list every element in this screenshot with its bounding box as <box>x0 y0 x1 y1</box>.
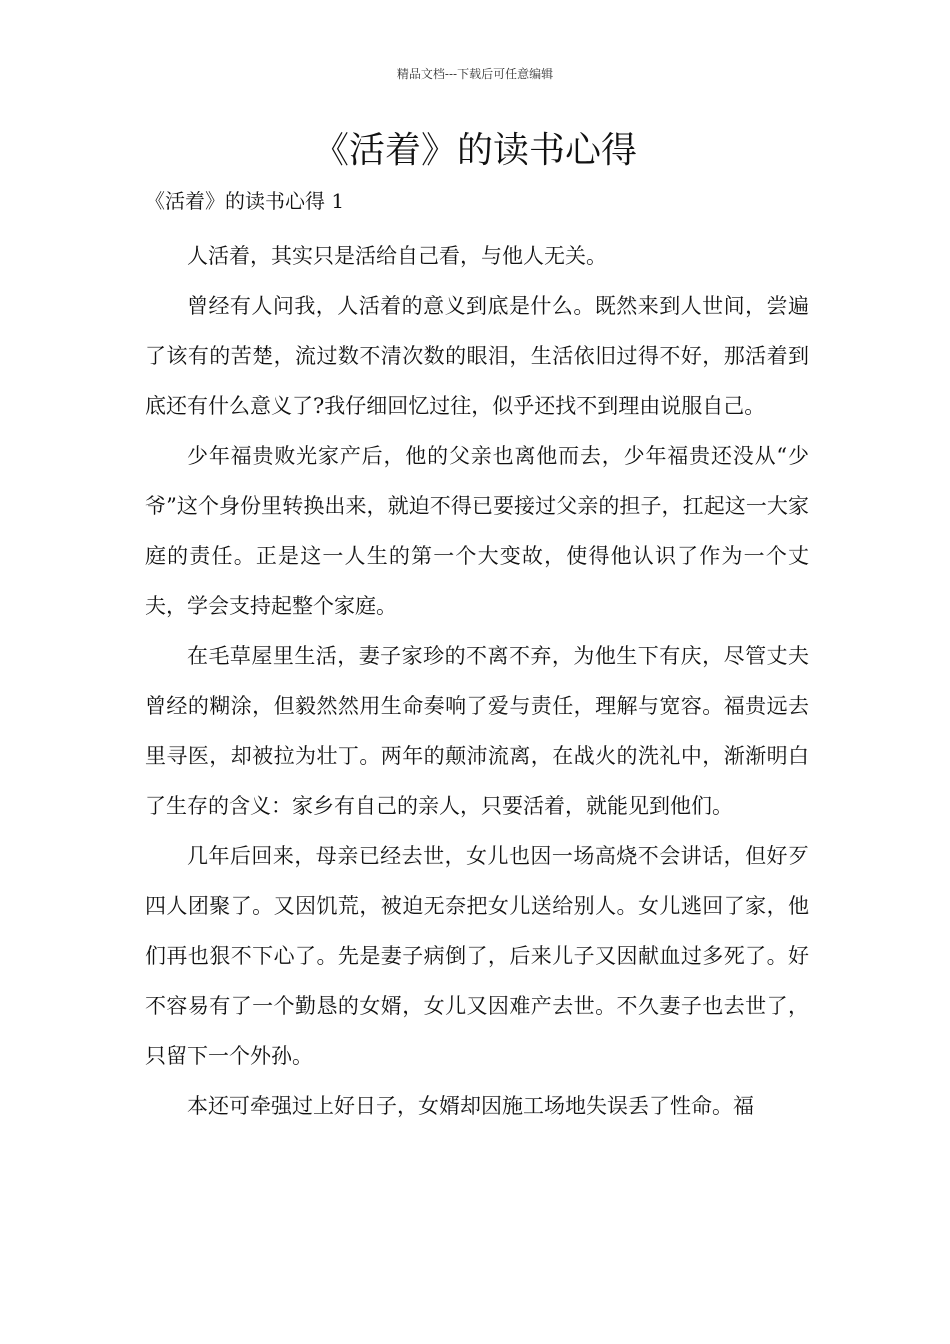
body-text <box>145 231 809 1131</box>
document-title: 《活着》的读书心得 <box>312 130 637 171</box>
header-note: 精品文档---下载后可任意编辑 <box>396 67 554 81</box>
paragraph-6: 本还可牵强过上好日子，女婿却因施工场地失误丢了性命。福 <box>187 1094 754 1118</box>
section-subtitle: 《活着》的读书心得 1 <box>145 189 345 213</box>
paragraph-1: 人活着，其实只是活给自己看，与他人无关。 <box>187 244 607 268</box>
paragraph-3: 少年福贵败光家产后，他的父亲也离他而去，少年福贵还没从“少爷”这个身份里转换出来，就迫不得已要接过父亲的担子，扛起这一大家庭的责任。正是这一人生的第一个大变故，使得他认识了作为一个丈夫，学会支持起整个家庭。 <box>145 444 809 618</box>
paragraph-5: 几年后回来，母亲已经去世，女儿也因一场高烧不会讲话，但好歹四人团聚了。又因饥荒，被迫无奈把女儿送给别人。女儿逃回了家，他们再也狠不下心了。先是妻子病倒了，后来儿子又因献血过多死了。好不容易有了一个勤恳的女婿，女儿又因难产去世。不久妻子也去世了，只留下一个外孙。 <box>145 844 809 1068</box>
paragraph-4: 在毛草屋里生活，妻子家珍的不离不弃，为他生下有庆，尽管丈夫曾经的糊涂，但毅然然用生命奏响了爱与责任，理解与宽容。福贵远去里寻医，却被拉为壮丁。两年的颠沛流离，在战火的洗礼中，渐渐明白了生存的含义：家乡有自己的亲人，只要活着，就能见到他们。 <box>145 644 809 818</box>
paragraph-2: 曾经有人问我，人活着的意义到底是什么。既然来到人世间，尝遍了该有的苦楚，流过数不清次数的眼泪，生活依旧过得不好，那活着到底还有什么意义了?我仔细回忆过往，似乎还找不到理由说服自己。 <box>145 294 809 418</box>
